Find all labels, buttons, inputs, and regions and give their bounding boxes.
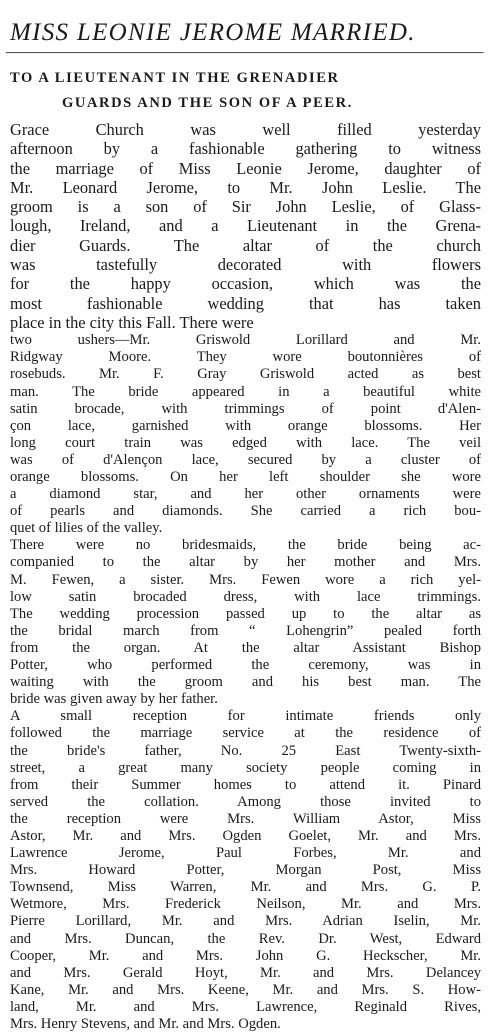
article-line: was tastefully decorated with flowers [10, 255, 481, 275]
article-line: most fashionable wedding that has taken [10, 293, 481, 313]
article-line: quet of lilies of the valley. [10, 520, 163, 537]
article-line: bride was given away by her father. [10, 691, 218, 708]
article-line: and Mrs. Gerald Hoyt, Mr. and Mrs. Delancey [10, 964, 481, 981]
article-line: Mrs. Howard Potter, Morgan Post, Miss [10, 862, 481, 879]
article-paragraph [10, 708, 481, 1033]
article-line: afternoon by a fashionable gathering to witness [10, 139, 481, 159]
article-line: waiting with the groom and his best man. The [10, 674, 481, 691]
article-line: the bridal march from “ Lohengrin” pealed forth [10, 622, 481, 639]
article-line: dier Guards. The altar of the church [10, 235, 481, 255]
article-line: Mr. Leonard Jerome, to Mr. John Leslie. The [10, 177, 481, 197]
article-line: was of d'Alençon lace, secured by a cluster of [10, 451, 481, 468]
article-line: land, Mr. and Mrs. Lawrence, Reginald Rives, [10, 998, 481, 1015]
article-line: and Mrs. Duncan, the Rev. Dr. West, Edward [10, 930, 481, 947]
article-line: place in the city this Fall. There were [10, 312, 254, 332]
article-line: There were no bridesmaids, the bride being ac- [10, 537, 481, 554]
article-line: long court train was edged with lace. The veil [10, 434, 481, 451]
article-line: çon lace, garnished with orange blossoms. Her [10, 417, 481, 434]
article-line: Ridgway Moore. They wore boutonnières of [10, 349, 481, 366]
article-line: two ushers—Mr. Griswold Lorillard and Mr. [10, 332, 481, 349]
article-line: companied to the altar by her mother and Mrs. [10, 554, 481, 571]
article-line: orange blossoms. On her left shoulder she wore [10, 469, 481, 486]
article-line: served the collation. Among those invited to [10, 793, 481, 810]
article-line: the bride's father, No. 25 East Twenty-sixth- [10, 742, 481, 759]
article-line: man. The bride appeared in a beautiful white [10, 383, 481, 400]
article-line: the reception were Mrs. William Astor, Miss [10, 810, 481, 827]
article-line: street, a great many society people coming in [10, 759, 481, 776]
article-line: lough, Ireland, and a Lieutenant in the Grena- [10, 216, 481, 236]
article-line: Wetmore, Mrs. Frederick Neilson, Mr. and Mrs. [10, 896, 481, 913]
article-paragraph [10, 537, 481, 708]
article-line: The wedding procession passed up to the altar as [10, 605, 481, 622]
article-body [10, 120, 481, 1033]
article-line: A small reception for intimate friends only [10, 708, 481, 725]
headline-rule [6, 52, 484, 54]
subhead-line-2: GUARDS AND THE SON OF A PEER. [62, 95, 353, 111]
article-line: Cooper, Mr. and Mrs. John G. Heckscher, Mr. [10, 947, 481, 964]
article-line: Lawrence Jerome, Paul Forbes, Mr. and [10, 845, 481, 862]
article-paragraph [10, 332, 481, 537]
article-line: Astor, Mr. and Mrs. Ogden Goelet, Mr. and Mrs. [10, 827, 481, 844]
article-line: groom is a son of Sir John Leslie, of Glass- [10, 197, 481, 217]
article-line: for the happy occasion, which was the [10, 274, 481, 294]
article-line: Pierre Lorillard, Mr. and Mrs. Adrian Iselin, Mr. [10, 913, 481, 930]
article-line: low satin brocaded dress, with lace trimmings. [10, 588, 481, 605]
article-line: of pearls and diamonds. She carried a rich bou- [10, 503, 481, 520]
article-line: Townsend, Miss Warren, Mr. and Mrs. G. P. [10, 879, 481, 896]
article-line: from their Summer homes to attend it. Pinard [10, 776, 481, 793]
article-paragraph [10, 120, 481, 332]
subhead-line-1: TO A LIEUTENANT IN THE GRENADIER [10, 70, 340, 86]
article-line: Kane, Mr. and Mrs. Keene, Mr. and Mrs. S. How- [10, 981, 481, 998]
article-subhead [10, 66, 480, 116]
article-line: followed the marriage service at the residence of [10, 725, 481, 742]
article-line: satin brocade, with trimmings of point d'Alen- [10, 400, 481, 417]
article-line: Mrs. Henry Stevens, and Mr. and Mrs. Ogden. [10, 1016, 281, 1033]
article-line: M. Fewen, a sister. Mrs. Fewen wore a rich yel- [10, 571, 481, 588]
article-line: a diamond star, and her other ornaments were [10, 486, 481, 503]
article-headline: MISS LEONIE JEROME MARRIED. [10, 19, 416, 46]
article-line: the marriage of Miss Leonie Jerome, daughter of [10, 158, 481, 178]
article-line: from the organ. At the altar Assistant Bishop [10, 639, 481, 656]
article-line: rosebuds. Mr. F. Gray Griswold acted as best [10, 366, 481, 383]
article-line: Grace Church was well filled yesterday [10, 120, 481, 139]
article-line: Potter, who performed the ceremony, was in [10, 657, 481, 674]
